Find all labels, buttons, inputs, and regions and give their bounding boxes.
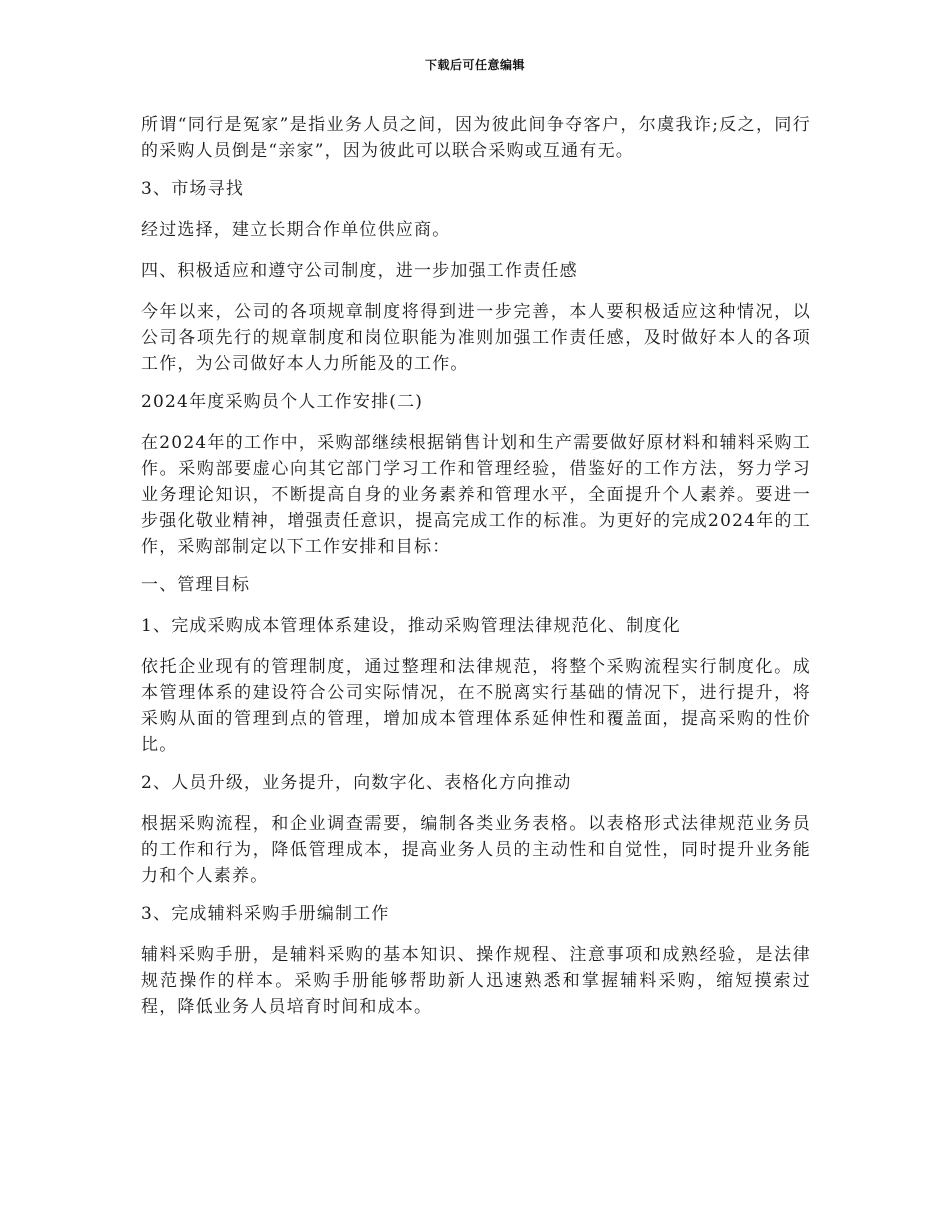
paragraph: 依托企业现有的管理制度，通过整理和法律规范，将整个采购流程实行制度化。成本管理体系的建设符合公司实际情况，在不脱离实行基础的情况下，进行提升，将采购从面的管理到点的管理，增加成本管理体系延伸性和覆盖面，提高采购的性价比。 (141, 657, 811, 755)
paragraph: 今年以来，公司的各项规章制度将得到进一步完善，本人要积极适应这种情况，以公司各项先行的规章制度和岗位职能为准则加强工作责任感，及时做好本人的各项工作，为公司做好本人力所能及的工作。 (141, 302, 811, 374)
section-heading: 2、人员升级，业务提升，向数字化、表格化方向推动 (141, 773, 572, 793)
section-heading: 一、管理目标 (141, 575, 251, 595)
document-subtitle: 2024年度采购员个人工作安排(二) (141, 392, 424, 412)
section-heading: 3、完成辅料采购手册编制工作 (141, 904, 390, 924)
section-heading: 1、完成采购成本管理体系建设，推动采购管理法律规范化、制度化 (141, 616, 681, 636)
paragraph: 所谓“同行是冤家”是指业务人员之间，因为彼此间争夺客户，尔虞我诈;反之，同行的采购人员倒是“亲家”，因为彼此可以联合采购或互通有无。 (141, 115, 811, 161)
paragraph: 在2024年的工作中，采购部继续根据销售计划和生产需要做好原材料和辅料采购工作。采购部要虚心向其它部门学习工作和管理经验，借鉴好的工作方法，努力学习业务理论知识，不断提高自身的业务素养和管理水平，全面提升个人素养。要进一步强化敬业精神，增强责任意识，提高完成工作的标准。为更好的完成2024年的工作，采购部制定以下工作安排和目标： (141, 433, 811, 557)
paragraph: 辅料采购手册，是辅料采购的基本知识、操作规程、注意事项和成熟经验，是法律规范操作的样本。采购手册能够帮助新人迅速熟悉和掌握辅料采购，缩短摸索过程，降低业务人员培育时间和成本。 (141, 945, 811, 1017)
paragraph: 根据采购流程，和企业调查需要，编制各类业务表格。以表格形式法律规范业务员的工作和行为，降低管理成本，提高业务人员的主动性和自觉性，同时提升业务能力和个人素养。 (141, 814, 811, 886)
section-heading: 四、积极适应和遵守公司制度，进一步加强工作责任感 (141, 261, 578, 281)
paragraph: 经过选择，建立长期合作单位供应商。 (141, 220, 451, 240)
document-body (141, 112, 811, 1032)
page-header: 下载后可任意编辑 (424, 58, 525, 72)
section-heading: 3、市场寻找 (141, 179, 245, 199)
